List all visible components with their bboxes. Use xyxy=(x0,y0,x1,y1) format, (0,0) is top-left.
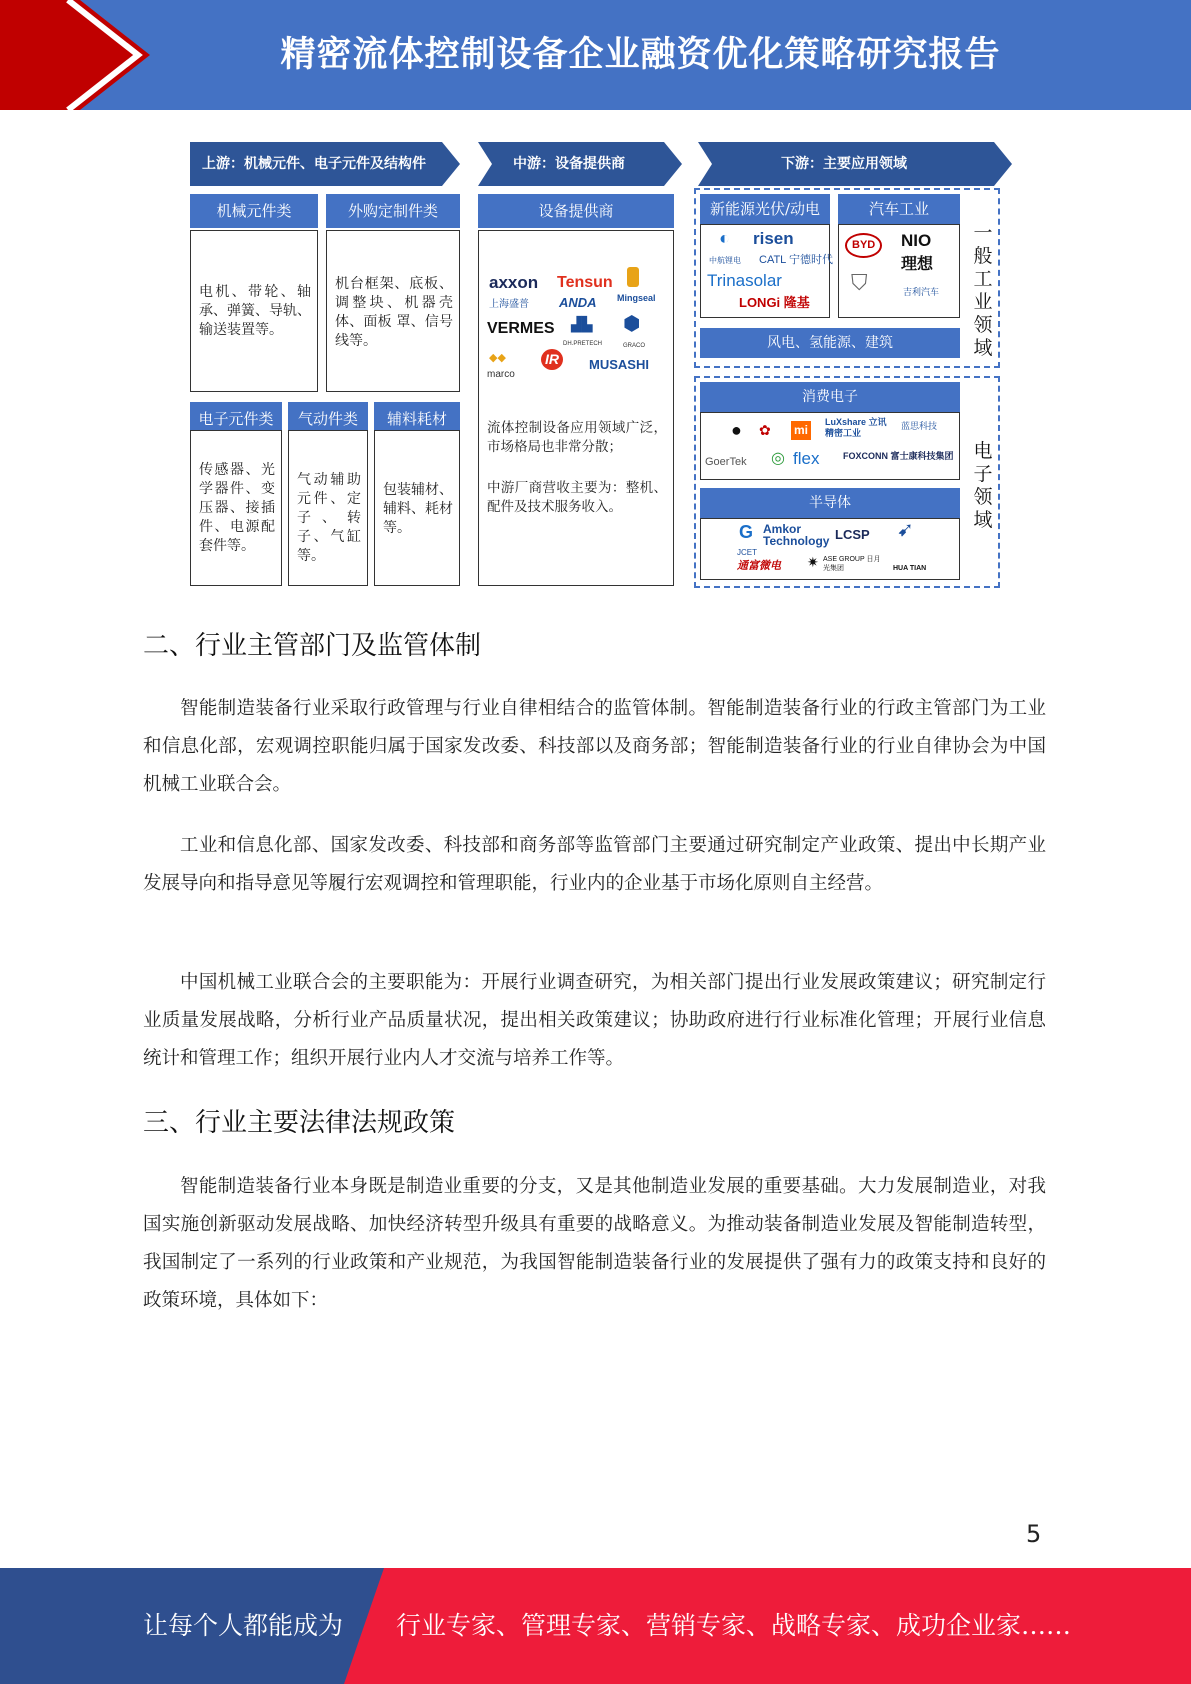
industry-chain-diagram xyxy=(188,138,1012,590)
section-3-heading: 三、行业主要法律法规政策 xyxy=(143,1108,456,1138)
huawei-icon: ✿ xyxy=(759,422,771,438)
general-industry-label: 一般工业领域 xyxy=(973,222,993,359)
logo-zhonghang: 中航锂电 xyxy=(709,256,741,265)
consumer-electronics-box xyxy=(700,412,960,480)
ase-icon: ✷ xyxy=(807,554,819,570)
consumer-electronics-header: 消费电子 xyxy=(700,382,960,412)
building-icon: ▟▙ xyxy=(571,316,593,332)
logo-luxshare: LuXshare 立讯精密工业 xyxy=(825,417,887,438)
downstream-band xyxy=(698,142,1012,186)
logo-huatian: HUA TIAN xyxy=(893,565,927,572)
logo-jcet: JCET xyxy=(737,548,757,557)
downstream-title: 下游：主要应用领域 xyxy=(781,156,907,172)
mingseal-icon xyxy=(627,267,639,287)
footer-slogan-right: 行业专家、管理专家、营销专家、战略专家、成功企业家…… xyxy=(396,1611,1072,1640)
new-energy-header: 新能源光伏/动电 xyxy=(700,194,830,224)
section-2-heading: 二、行业主管部门及监管体制 xyxy=(143,631,482,661)
category-header: 外购定制件类 xyxy=(326,194,460,228)
logo-anda: ANDA xyxy=(559,295,597,310)
upstream-band xyxy=(190,142,460,186)
logo-nio: NIO xyxy=(901,231,932,250)
logo-dh-pretech: DH.PRETECH xyxy=(563,341,603,347)
equipment-provider-header: 设备提供商 xyxy=(478,194,674,228)
category-box xyxy=(190,230,318,392)
electronics-label: 电子领域 xyxy=(973,440,993,531)
upstream-title: 上游：机械元件、电子元件及结构件 xyxy=(202,156,426,172)
logo-tesla: ⛉ xyxy=(851,270,868,295)
logo-trinasolar: Trinasolar xyxy=(707,271,782,290)
logo-tensun: Tensun xyxy=(557,274,613,291)
logo-foxconn: FOXCONN 富士康科技集团 xyxy=(843,451,954,461)
logo-vermes: VERMES xyxy=(487,320,555,337)
category-text: 电机、带轮、轴承、弹簧、导轨、输送装置等。 xyxy=(199,284,311,338)
category-box xyxy=(288,430,368,586)
logo-byd: BYD xyxy=(845,233,882,258)
logo-tongfu: 通富微电 xyxy=(737,560,781,572)
section-2-paragraph-3: 中国机械工业联合会的主要职能为：开展行业调查研究，为相关部门提出行业发展政策建议；研究制定行业质量发展战略，分析行业产品质量状况，提出相关政策建议；协助政府进行行业标准化管理；开展行业信息统计和管理工作；组织开展行业内人才交流与培养工作等。 xyxy=(143,972,1046,1069)
jcet-icon: G xyxy=(739,522,754,542)
logo-musashi: MUSASHI xyxy=(589,357,649,372)
marco-icon: ◆◆ xyxy=(489,352,506,364)
apple-icon: ● xyxy=(731,420,742,440)
logo-catl: CATL 宁德时代 xyxy=(759,254,833,266)
zhonghang-icon: ◐ xyxy=(719,228,730,248)
footer-slogan-left: 让每个人都能成为 xyxy=(143,1611,344,1640)
category-box xyxy=(190,430,282,586)
logo-lens: 蓝思科技 xyxy=(901,421,938,431)
logo-ir: IR xyxy=(541,349,563,370)
header-arrow-shape xyxy=(0,0,150,110)
category-text: 传感器、光学器件、变压器、接插件、电源配套件等。 xyxy=(199,462,275,554)
midstream-desc-2: 中游厂商营收主要为：整机、配件及技术服务收入。 xyxy=(487,480,667,515)
category-header: 机械元件类 xyxy=(190,194,318,228)
category-text: 机台框架、底板、调整块、机器壳体、面板 罩、信号线等。 xyxy=(335,276,453,349)
category-text: 气动辅助元件、定子、转子、气缸等。 xyxy=(297,472,361,564)
logo-longi: LONGi 隆基 xyxy=(739,295,810,310)
graco-icon: ⬢ xyxy=(623,313,641,335)
logo-marco: marco xyxy=(487,369,515,380)
logo-flex: flex xyxy=(793,449,820,468)
midstream-band xyxy=(478,142,682,186)
category-box xyxy=(326,230,460,392)
logo-shanghai-sp: 上海盛普 xyxy=(489,299,529,310)
semiconductor-header: 半导体 xyxy=(700,488,960,518)
category-header: 电子元件类 xyxy=(190,402,282,436)
midstream-desc-1: 流体控制设备应用领域广泛，市场格局也非常分散； xyxy=(487,420,667,455)
logo-goertek: GoerTek xyxy=(705,456,747,468)
section-2-paragraph-2: 工业和信息化部、国家发改委、科技部和商务部等监管部门主要通过研究制定产业政策、提出中长期产业发展导向和指导意见等履行宏观调控和管理职能，行业内的企业基于市场化原则自主经营。 xyxy=(143,835,1046,894)
logo-lcsp: LCSP xyxy=(835,527,870,542)
section-2-paragraph-1: 智能制造装备行业采取行政管理与行业自律相结合的监管体制。智能制造装备行业的行政主管部门为工业和信息化部，宏观调控职能归属于国家发改委、科技部以及商务部；智能制造装备行业的行业自律协会为中国机械工业联合会。 xyxy=(143,698,1046,795)
auto-industry-box xyxy=(838,224,960,318)
semiconductor-box xyxy=(700,518,960,580)
logo-geely: 吉利汽车 xyxy=(903,287,940,297)
report-title: 精密流体控制设备企业融资优化策略研究报告 xyxy=(280,35,1001,75)
logo-mi: mi xyxy=(791,421,811,440)
logo-ase: ASE GROUP 日月光集团 xyxy=(823,556,881,572)
logo-risen: risen xyxy=(753,229,794,248)
page-number: 5 xyxy=(1026,1520,1042,1548)
equipment-provider-box xyxy=(478,230,674,586)
logo-amkor: Amkor Technology xyxy=(763,522,830,548)
logo-graco: GRACO xyxy=(623,343,646,349)
midstream-title: 中游：设备提供商 xyxy=(513,156,625,172)
category-header: 辅料耗材 xyxy=(374,402,460,436)
category-header: 气动件类 xyxy=(288,402,368,436)
section-3-paragraph-1: 智能制造装备行业本身既是制造业重要的分支，又是其他制造业发展的重要基础。大力发展制造业，对我国实施创新驱动发展战略、加快经济转型升级具有重要的战略意义。为推动装备制造业发展及智能制造转型，我国制定了一系列的行业政策和产业规范，为我国智能制造装备行业的发展提供了强有力的政策支持和良好的政策环境，具体如下： xyxy=(143,1176,1046,1311)
logo-axxon: axxon xyxy=(489,273,539,292)
auto-industry-header: 汽车工业 xyxy=(838,194,960,224)
goertek-mark-icon: ◎ xyxy=(771,450,785,467)
category-box xyxy=(374,430,460,586)
new-energy-box xyxy=(700,224,833,318)
category-text: 包装辅材、辅料、耗材等。 xyxy=(383,482,453,536)
other-industries: 风电、氢能源、建筑 xyxy=(700,328,960,358)
huatian-icon: ➹ xyxy=(897,519,914,541)
logo-mingseal: Mingseal xyxy=(617,293,656,303)
logo-lixiang: 理想 xyxy=(901,256,934,273)
